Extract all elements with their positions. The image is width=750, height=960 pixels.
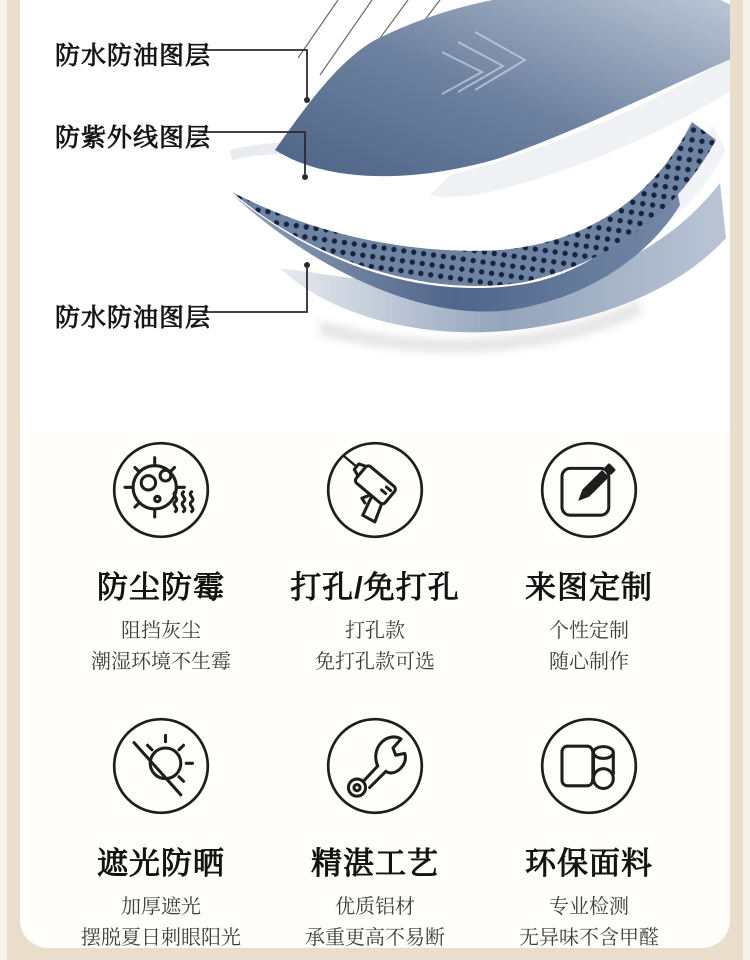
feature-title: 遮光防晒: [97, 846, 225, 881]
feature-subtitle: 个性定制 随心制作: [549, 620, 629, 673]
feature-drill-options: [268, 436, 482, 678]
callout-dot-2: [302, 174, 308, 180]
layer-label-waterproof-bottom: 防水防油图层: [55, 304, 212, 332]
layer-label-waterproof-top: 防水防油图层: [55, 42, 212, 70]
sun-blocked-icon: [107, 712, 215, 820]
feature-subtitle: 优质铝材 承重更高不易断: [305, 896, 445, 948]
drill-icon: [321, 436, 429, 544]
feature-subtitle: 加厚遮光 摆脱夏日刺眼阳光: [81, 896, 241, 948]
pencil-edit-icon: [535, 436, 643, 544]
feature-craftsmanship: [268, 712, 482, 948]
fabric-roll-icon: [535, 712, 643, 820]
feature-subtitle: 专业检测 无异味不含甲醛: [519, 896, 659, 948]
feature-title: 打孔/免打孔: [290, 570, 460, 605]
feature-dustproof: [54, 436, 268, 678]
product-detail-panel: [20, 0, 730, 948]
wrench-icon: [321, 712, 429, 820]
fabric-top-layer: [275, 0, 730, 176]
feature-title: 精湛工艺: [311, 846, 439, 881]
feature-title: 环保面料: [525, 846, 653, 881]
feature-title: 防尘防霉: [97, 570, 225, 605]
feature-custom-print: [482, 436, 696, 678]
callout-dot-3: [304, 262, 310, 268]
feature-eco-fabric: [482, 712, 696, 948]
germ-icon: [107, 436, 215, 544]
feature-grid: [20, 430, 730, 948]
layer-label-anti-uv: 防紫外线图层: [55, 124, 212, 152]
callout-dot-1: [304, 97, 310, 103]
feature-subtitle: 阻挡灰尘 潮湿环境不生霉: [91, 620, 231, 673]
feature-title: 来图定制: [525, 570, 653, 605]
feature-subtitle: 打孔款 免打孔款可选: [315, 620, 435, 673]
fabric-layer-diagram: [20, 0, 730, 430]
feature-blackout: [54, 712, 268, 948]
